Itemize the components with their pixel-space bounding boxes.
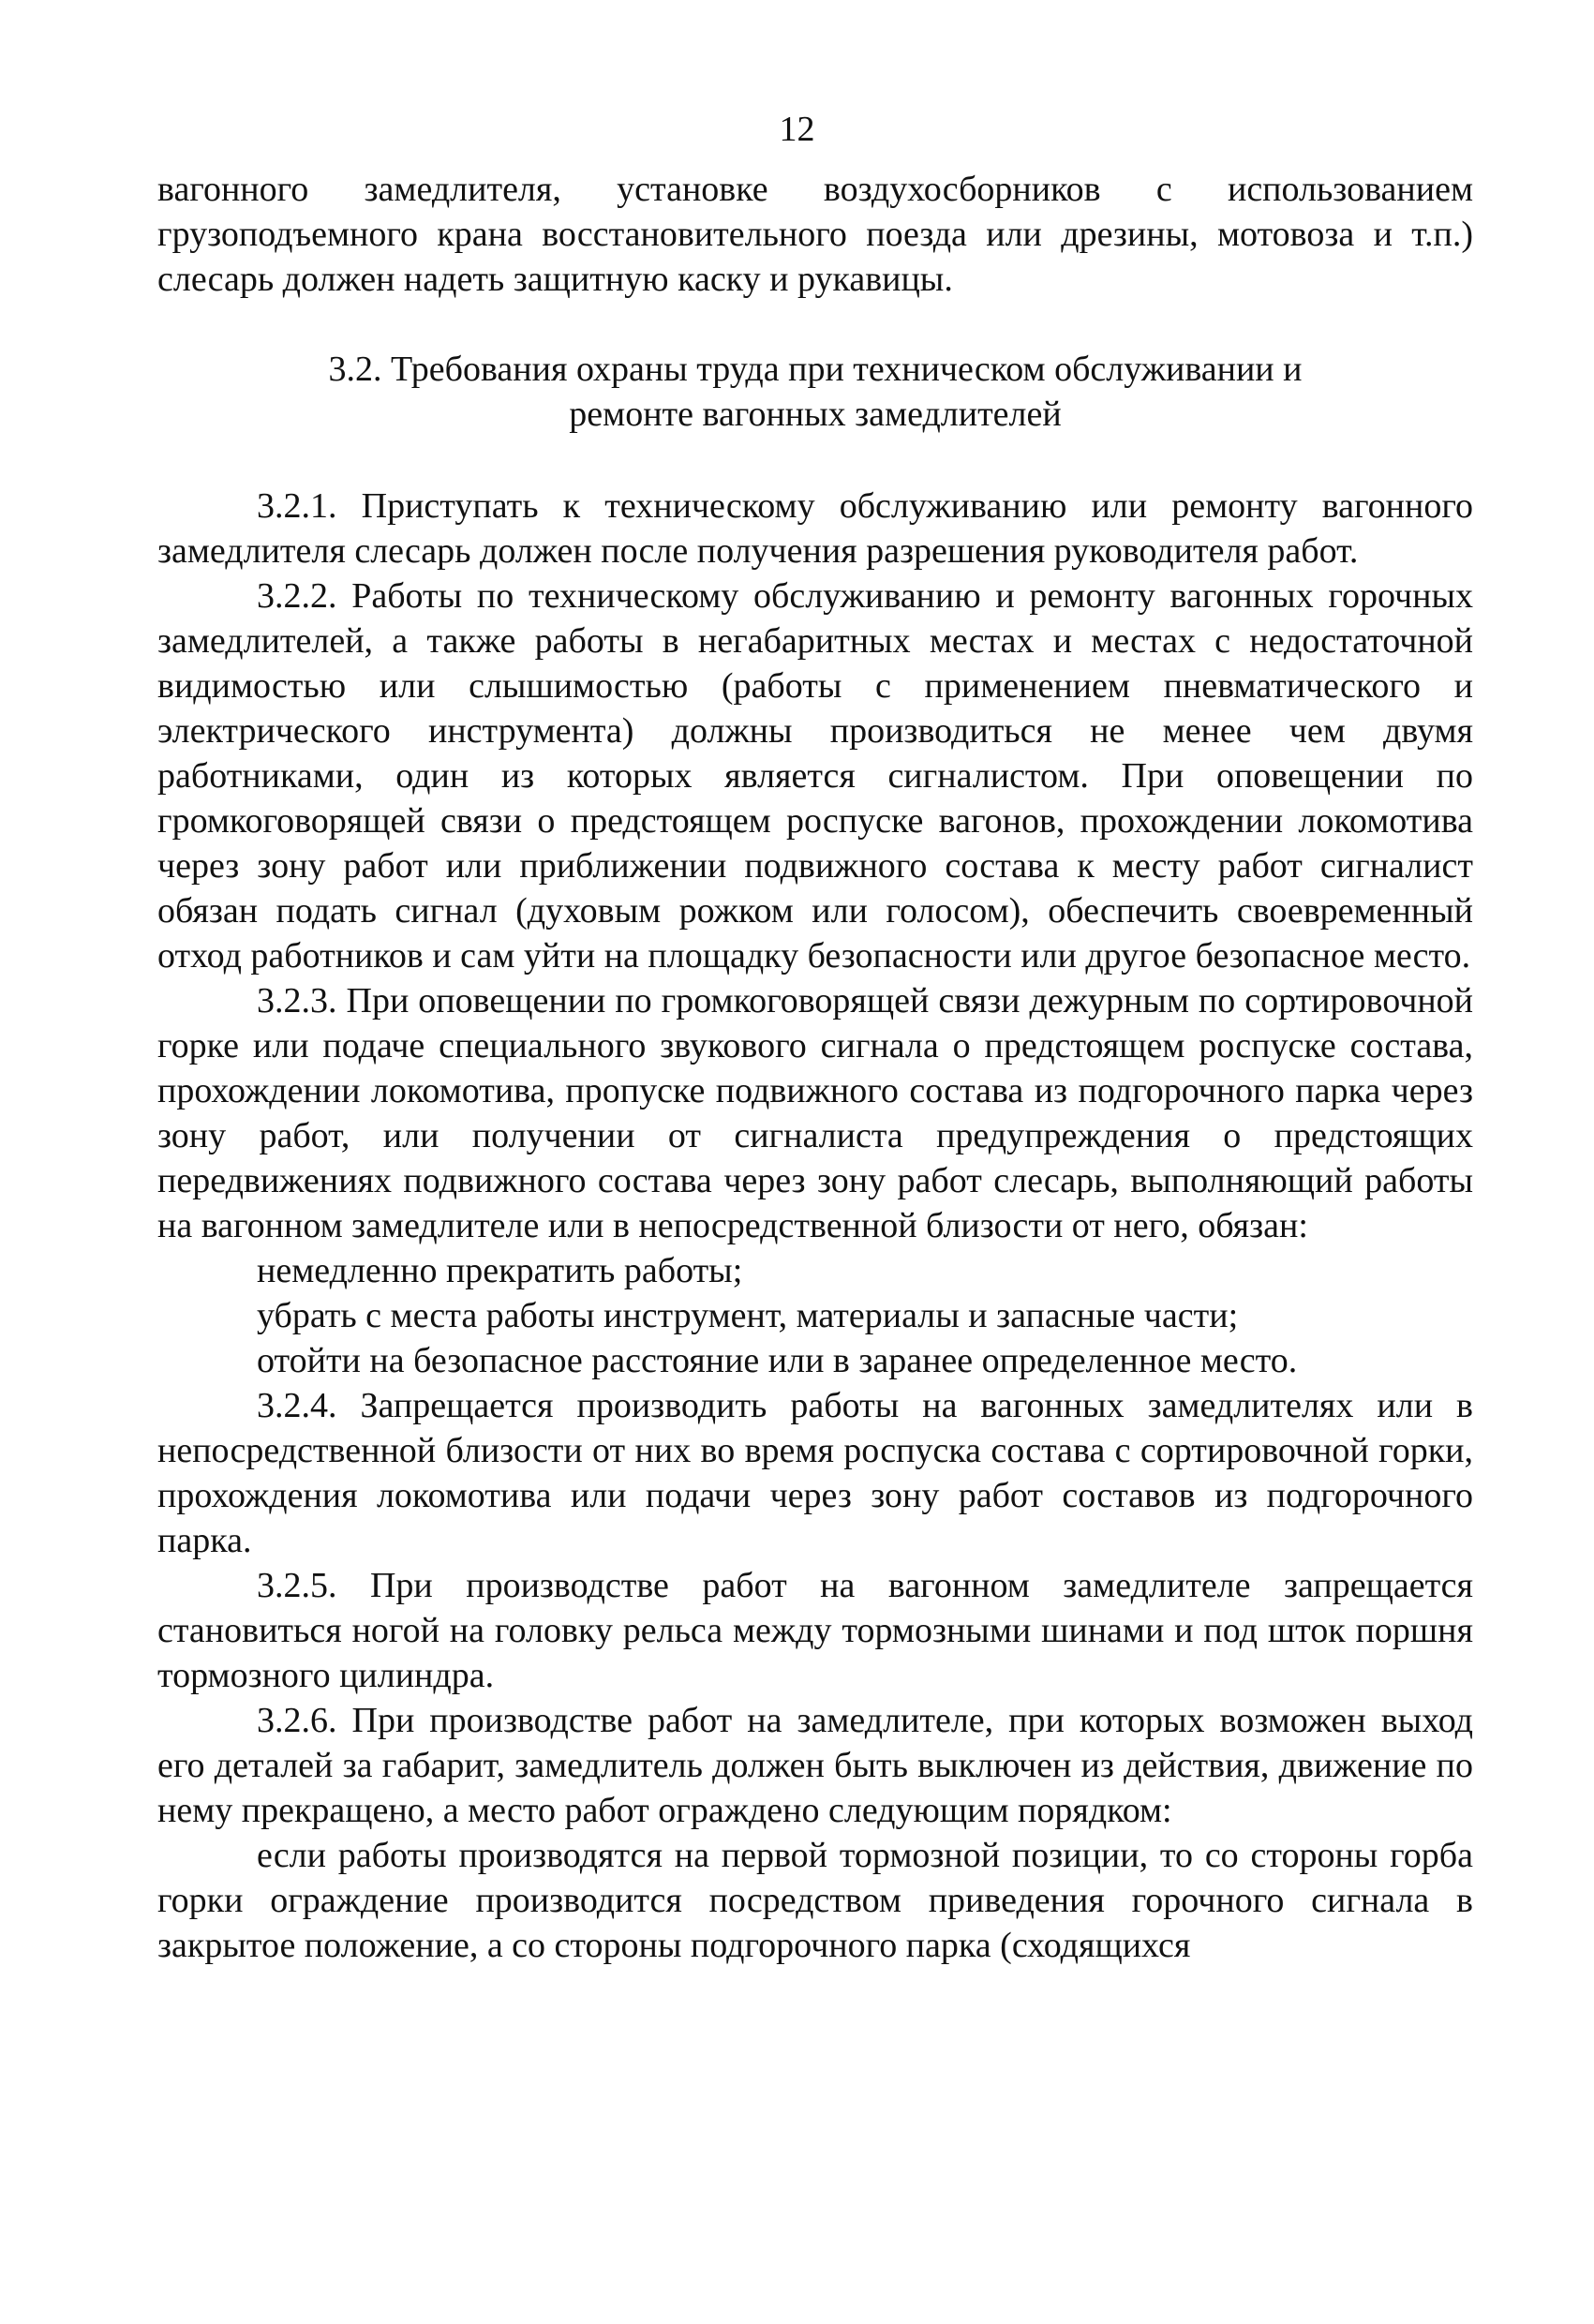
section-title-line-1: 3.2. Требования охраны труда при техническом обслуживании и [328, 350, 1303, 389]
paragraph-3-2-4: 3.2.4. Запрещается производить работы на вагонных замедлителях или в непосредственной близости от них во время роспуска состава с сортировочной горки, прохождения локомотива или подачи через зону работ составов из подгорочного парка. [157, 1386, 1473, 1560]
section-title-line-2: ремонте вагонных замедлителей [569, 395, 1062, 434]
list-item: убрать с места работы инструмент, материалы и запасные части; [257, 1296, 1239, 1335]
section-title [157, 347, 1473, 437]
paragraph-3-2-1: 3.2.1. Приступать к техническому обслуживанию или ремонту вагонного замедлителя слесарь должен после получения разрешения руководителя работ. [157, 486, 1473, 571]
document-body [157, 167, 1473, 1968]
paragraph-3-2-6: 3.2.6. При производстве работ на замедлителе, при которых возможен выход его деталей за габарит, замедлитель должен быть выключен из действия, движение по нему прекращено, а место работ ограждено следующим порядком: [157, 1701, 1473, 1830]
list-item: отойти на безопасное расстояние или в заранее определенное место. [257, 1341, 1298, 1380]
page-number: 12 [779, 110, 815, 149]
paragraph-3-2-3: 3.2.3. При оповещении по громкоговорящей связи дежурным по сортировочной горке или подаче специального звукового сигнала о предстоящем роспуске состава, прохождении локомотива, пропуске подвижного состава из подгорочного парка через зону работ, или получении от сигналиста предупреждения о предстоящих передвижениях подвижного состава через зону работ слесарь, выполняющий работы на вагонном замедлителе или в непосредственной близости от него, обязан: [157, 981, 1473, 1245]
paragraph-fencing-first-position: если работы производятся на первой тормозной позиции, то со стороны горба горки ограждение производится посредством приведения горочного сигнала в закрытое положение, а со стороны подгорочного парка (сходящихся [157, 1836, 1473, 1965]
paragraph-3-2-5: 3.2.5. При производстве работ на вагонном замедлителе запрещается становиться ногой на головку рельса между тормозными шинами и под шток поршня тормозного цилиндра. [157, 1566, 1473, 1695]
intro-paragraph: вагонного замедлителя, установке воздухосборников с использованием грузоподъемного крана восстановительного поезда или дрезины, мотовоза и т.п.) слесарь должен надеть защитную каску и рукавицы. [157, 170, 1473, 299]
list-item: немедленно прекратить работы; [257, 1251, 743, 1290]
paragraph-3-2-2: 3.2.2. Работы по техническому обслуживанию и ремонту вагонных горочных замедлителей, а также работы в негабаритных местах и местах с недостаточной видимостью или слышимостью (работы с применением пневматического и электрического инструмента) должны производиться не менее чем двумя работниками, один из которых является сигналистом. При оповещении по громкоговорящей связи о предстоящем роспуске вагонов, прохождении локомотива через зону работ или приближении подвижного состава к месту работ сигналист обязан подать сигнал (духовым рожком или голосом), обеспечить своевременный отход работников и сам уйти на площадку безопасности или другое безопасное место. [157, 576, 1473, 976]
